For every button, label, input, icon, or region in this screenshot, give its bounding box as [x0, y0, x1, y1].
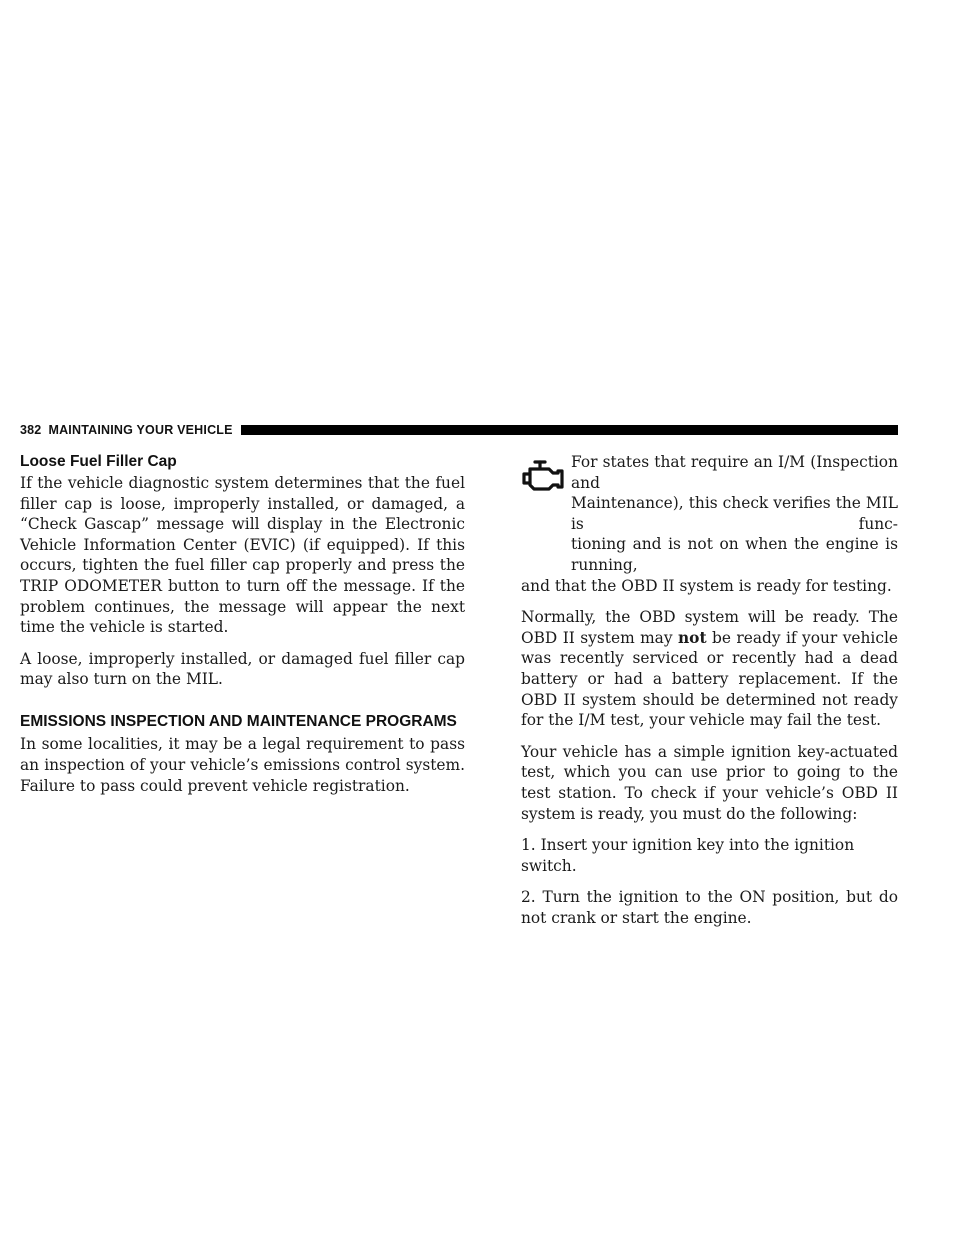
- left-column: [20, 452, 465, 807]
- step-2: 2. Turn the ignition to the ON position, but do not crank or start the engine.: [521, 888, 898, 927]
- paragraph-normally-part-1: Normally, the OBD system will be ready. The OBD II system may: [521, 608, 898, 647]
- paragraph-normally-part-2: be ready if your vehicle was recently serviced or recently had a dead battery or had a battery replacement. If the OBD II system should be determined not ready for the I/M test, your vehicle may fail the test.: [521, 628, 898, 730]
- mil-note: [521, 452, 898, 596]
- step-1: 1. Insert your ignition key into the ignition switch.: [521, 836, 855, 875]
- mil-text-line-1: For states that require an I/M (Inspection and: [571, 453, 898, 492]
- paragraph-emissions: In some localities, it may be a legal requirement to pass an inspection of your vehicle’s emissions control system. Failure to pass could prevent vehicle registration.: [20, 735, 465, 795]
- paragraph-key-test: Your vehicle has a simple ignition key-actuated test, which you can use prior to going to the test station. To check if your vehicle’s OBD II system is ready, you must do the following:: [521, 742, 898, 823]
- page-header: [20, 422, 898, 438]
- heading-loose-fuel-filler-cap: Loose Fuel Filler Cap: [20, 453, 177, 470]
- page-number: 382: [20, 423, 42, 437]
- paragraph-normally: [521, 607, 898, 731]
- check-engine-icon: [521, 458, 567, 494]
- paragraph-loose-cap-2: A loose, improperly installed, or damaged fuel filler cap may also turn on the MIL.: [20, 649, 465, 689]
- mil-text-line-2: Maintenance), this check verifies the MIL is func-: [571, 494, 898, 533]
- mil-text-line-4: and that the OBD II system is ready for testing.: [521, 576, 892, 595]
- emphasis-not: not: [677, 628, 707, 647]
- heading-emissions-programs: EMISSIONS INSPECTION AND MAINTENANCE PROGRAMS: [20, 712, 457, 730]
- right-column: [521, 452, 898, 939]
- mil-text-line-3: tioning and is not on when the engine is running,: [571, 535, 898, 574]
- header-rule: [241, 425, 898, 435]
- paragraph-loose-cap-1: If the vehicle diagnostic system determines that the fuel filler cap is loose, improperly installed, or damaged, a “Check Gascap” message will display in the Electronic Vehicle Information Center (EVIC) (if equipped). If this occurs, tighten the fuel filler cap properly and press the TRIP ODOMETER button to turn off the message. If the problem continues, the message will appear the next time the vehicle is started.: [20, 474, 465, 637]
- section-title: MAINTAINING YOUR VEHICLE: [48, 423, 233, 437]
